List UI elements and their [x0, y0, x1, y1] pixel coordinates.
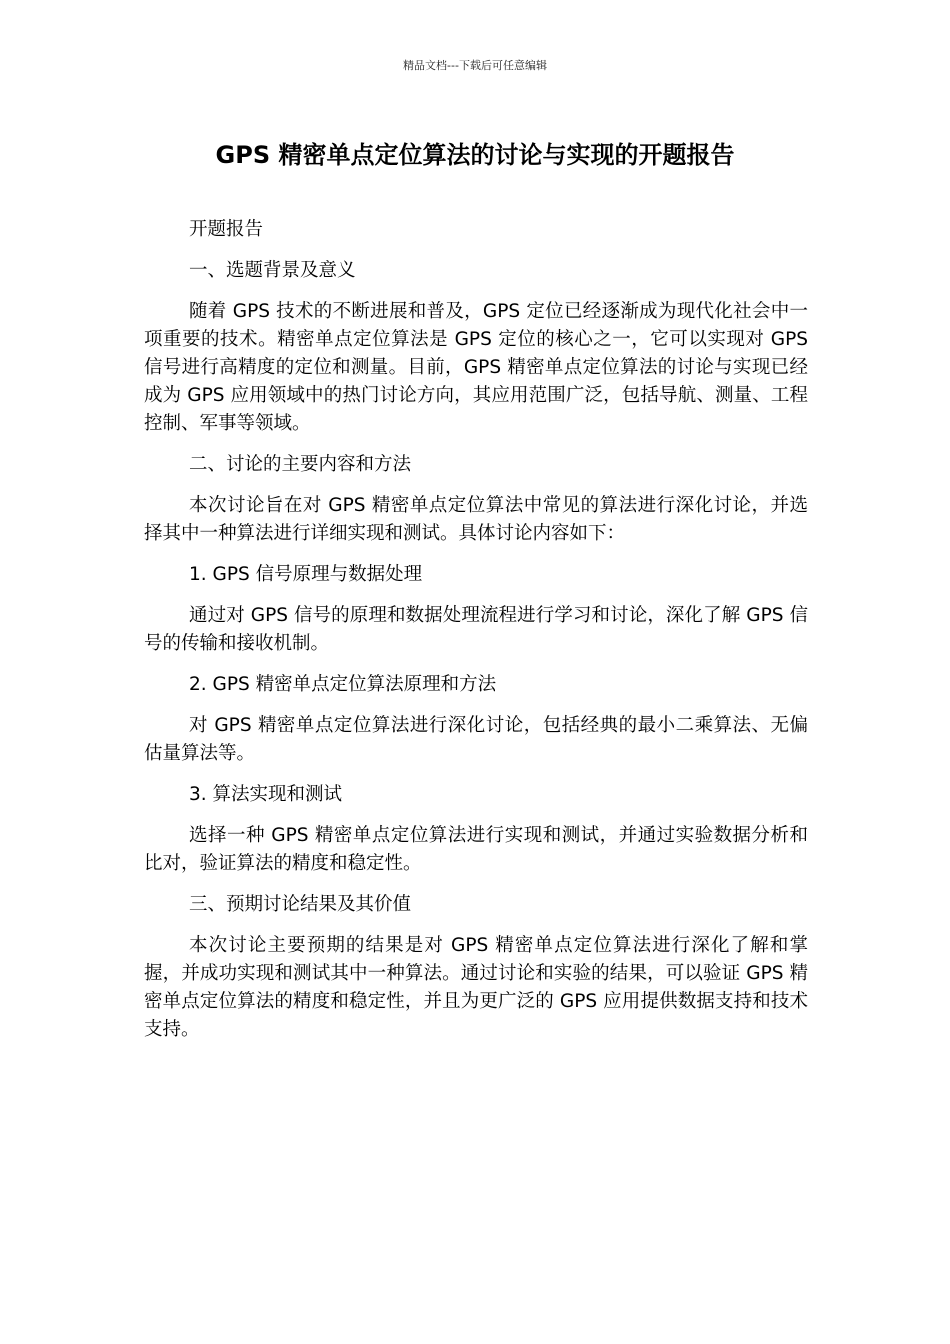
document-body: [144, 216, 808, 1057]
paragraph-background: 随着 GPS 技术的不断进展和普及，GPS 定位已经逐渐成为现代化社会中一项重要的技术。精密单点定位算法是 GPS 定位的核心之一，它可以实现对 GPS 信号进行高精度的定位和测量。目前，GPS 精密单点定位算法的讨论与实现已经成为 GPS 应用领域中的热门讨论方向，其应用范围广泛，包括导航、测量、工程控制、军事等领域。: [144, 301, 808, 434]
item-paragraph-2: 对 GPS 精密单点定位算法进行深化讨论，包括经典的最小二乘算法、无偏估量算法等。: [144, 715, 808, 764]
paragraph-content-intro: 本次讨论旨在对 GPS 精密单点定位算法中常见的算法进行深化讨论，并选择其中一种算法进行详细实现和测试。具体讨论内容如下：: [144, 495, 808, 544]
header-note: 精品文档---下载后可任意编辑: [403, 59, 547, 72]
item-heading-3: 3. 算法实现和测试: [189, 784, 343, 805]
section-heading-expected-results: 三、预期讨论结果及其价值: [189, 894, 412, 915]
paragraph-expected-results: 本次讨论主要预期的结果是对 GPS 精密单点定位算法进行深化了解和掌握，并成功实现和测试其中一种算法。通过讨论和实验的结果，可以验证 GPS 精密单点定位算法的精度和稳定性，并且为更广泛的 GPS 应用提供数据支持和技术支持。: [144, 935, 808, 1040]
section-heading-content-method: 二、讨论的主要内容和方法: [189, 454, 412, 475]
item-heading-2: 2. GPS 精密单点定位算法原理和方法: [189, 674, 497, 695]
document-title: GPS 精密单点定位算法的讨论与实现的开题报告: [215, 141, 735, 169]
section-label-report: 开题报告: [189, 219, 264, 240]
item-heading-1: 1. GPS 信号原理与数据处理: [189, 564, 423, 585]
item-paragraph-1: 通过对 GPS 信号的原理和数据处理流程进行学习和讨论，深化了解 GPS 信号的传输和接收机制。: [144, 605, 808, 654]
item-paragraph-3: 选择一种 GPS 精密单点定位算法进行实现和测试，并通过实验数据分析和比对，验证算法的精度和稳定性。: [144, 825, 808, 874]
section-heading-background: 一、选题背景及意义: [189, 260, 356, 281]
